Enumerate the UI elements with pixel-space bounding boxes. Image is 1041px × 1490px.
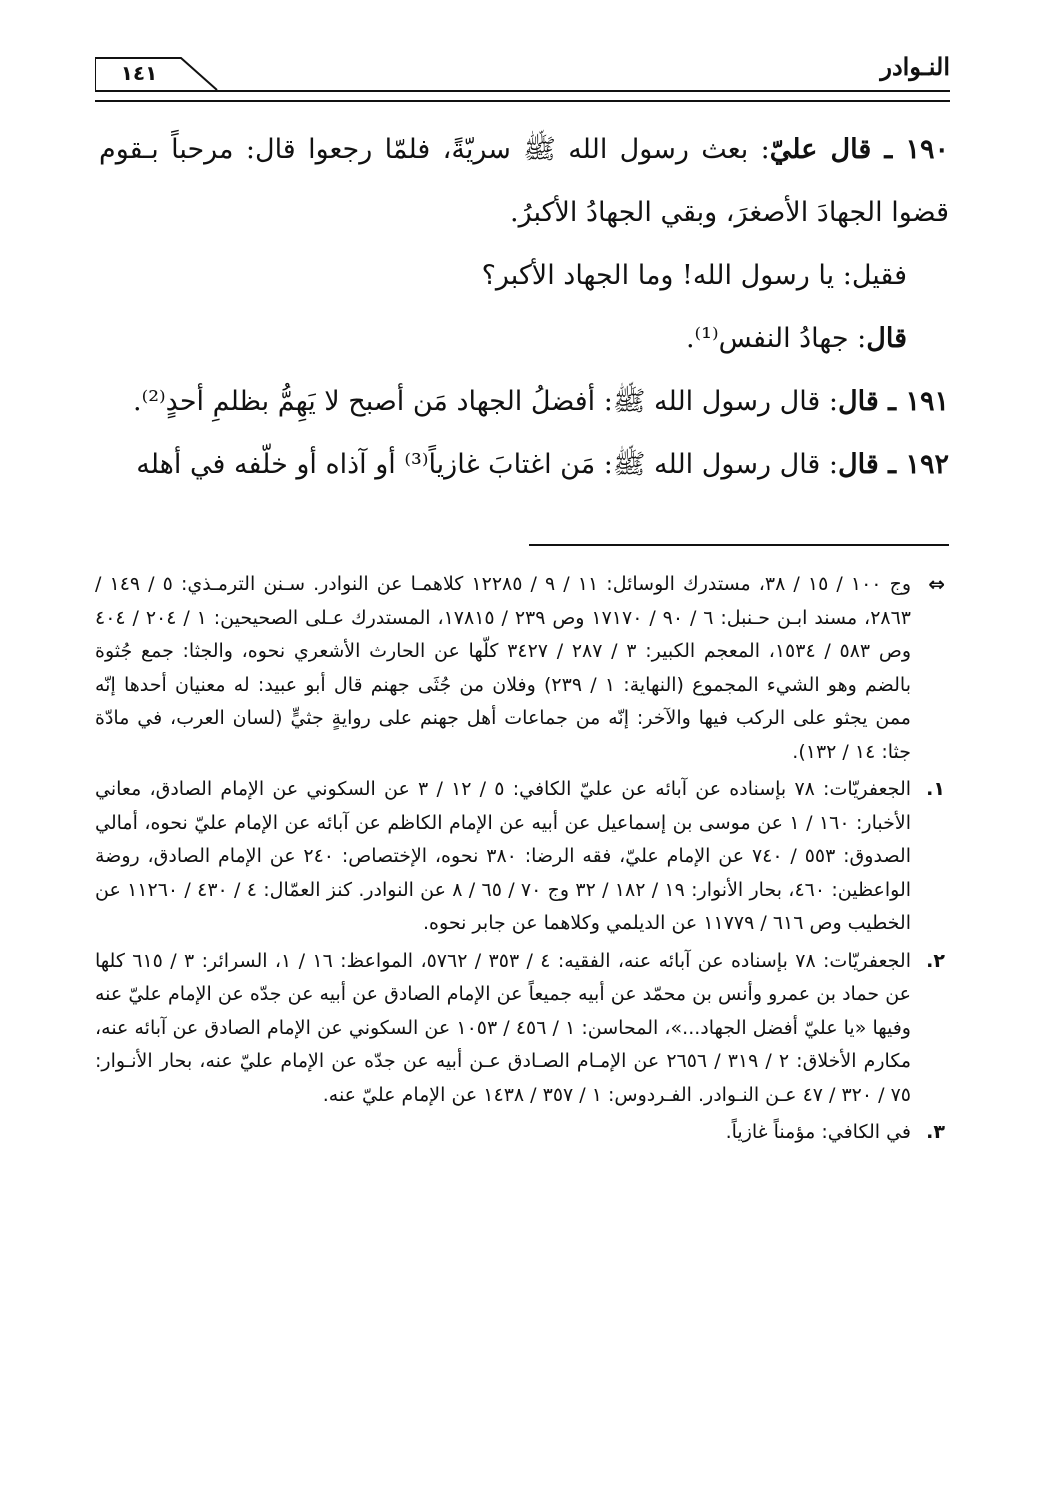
paragraph-190-answer	[99, 307, 949, 370]
footnote-text: وج ١٠٠ / ١٥ / ٣٨، مستدرك الوسائل: ١١ / ٩ / ١٢٢٨٥ كلاهمـا عن النوادر. سـنن الترمـذي: ٥ / ١٤٩ / ٢٨٦٣، مسند ابـن حـنبل: ٦ / ٩٠ / ١٧١٧٠ وص ٢٣٩ / ١٧٨١٥، المستدرك عـلى الصحيحين: ١ / ٢٠٤ / ٤٠٤ وص ٥٨٣ / ١٥٣٤، المعجم الكبير: ٣ / ٢٨٧ / ٣٤٢٧ كلّها عن الحارث الأشعري نحوه، والجثا: جمع جُثوة بالضم وهو الشيء المجموع (النهاية: ١ / ٢٣٩) وفلان من جُثَى جهنم قال أبو عبيد: له معنيان أحدها إنّه ممن يجثو على الركب فيها والآخر: إنّه من جماعات أهل جهنم على روايةٍ جثيٍّ (لسان العرب، في مادّة جثا: ١٤ / ١٣٢).	[95, 573, 912, 763]
footnote-number: ٣.	[926, 1121, 945, 1143]
footnote-number: ١.	[926, 778, 945, 800]
footnote-separator	[529, 544, 949, 546]
paragraph-body: : جهادُ النفس⁽¹⁾.	[685, 323, 867, 354]
paragraph-lead: ١٩٠ ـ قال عليّ	[769, 134, 949, 165]
footnote-text: في الكافي: مؤمناً غازياً.	[725, 1121, 911, 1143]
footnote-continuation	[95, 568, 945, 769]
footnote-number: ٢.	[926, 949, 945, 972]
footnote-text: الجعفريّات: ٧٨ بإسناده عن آبائه عن عليّ الكافي: ٥ / ١٢ / ٣ عن السكوني عن الإمام الصادق، معاني الأخبار: ١٦٠ / ١ عن موسى بن إسماعيل عن أبيه عن الإمام الكاظم عن آبائه عن الإمام عليّ نحوه، أمالي الصدوق: ٥٥٣ / ٧٤٠ عن الإمام عليّ، فقه الرضا: ٣٨٠ نحوه، الإختصاص: ٢٤٠ عن الإمام الصادق، روضة الواعظين: ٤٦٠، بحار الأنوار: ١٩ / ١٨٢ / ٣٢ وج ٧٠ / ٦٥ / ٨ عن النوادر. كنز العمّال: ٤ / ٤٣٠ / ١١٢٦٠ عن الخطيب وص ٦١٦ / ١١٧٧٩ عن الديلمي وكلاهما عن جابر نحوه.	[95, 778, 912, 934]
page-header	[95, 48, 950, 98]
paragraph-190	[99, 118, 949, 244]
main-text	[99, 118, 949, 496]
footnotes	[95, 568, 945, 1154]
paragraph-lead: ١٩٢ ـ قال	[838, 449, 949, 480]
paragraph-192	[99, 433, 949, 496]
paragraph-190-question	[99, 244, 949, 307]
paragraph-lead: قال	[866, 323, 907, 354]
footnote-2	[95, 945, 945, 1113]
page-number: ١٤١	[120, 61, 158, 85]
footnote-text: الجعفريّات: ٧٨ بإسناده عن آبائه عنه، الفقيه: ٤ / ٣٥٣ / ٥٧٦٢، المواعظ: ١٦ / ١، السرائر: ٣ / ٦١٥ كلها عن حماد بن عمرو وأنس بن محمّد عن أبيه جميعاً عن الإمام الصادق عن أبيه عن جدّه عن الإمام عليّ عنه وفيها «يا عليّ أفضل الجهاد...»، المحاسن: ١ / ٤٥٦ / ١٠٥٣ عن السكوني عن الإمام الصادق عن آبائه عنه، مكارم الأخلاق: ٢ / ٣١٩ / ٢٦٥٦ عن الإمـام الصـادق عـن أبيه عن جدّه عن الإمام عليّ عنه، بحار الأنـوار: ٧٥ / ٣٢٠ / ٤٧ عـن النـوادر. الفـردوس: ١ / ٣٥٧ / ١٤٣٨ عن الإمام عليّ عنه.	[95, 949, 912, 1106]
footnote-3	[95, 1116, 945, 1150]
running-title: النـوادر	[880, 52, 950, 81]
paragraph-body: : بعث رسول الله ﷺ سريّةً، فلمّا رجعوا قال: مرحباً بـقوم قضوا الجهادَ الأصغرَ، وبقي الجهادُ الأكبرُ.	[99, 134, 949, 228]
paragraph-lead: ١٩١ ـ قال	[838, 386, 949, 417]
continuation-arrow-icon: ⇔	[928, 572, 945, 596]
paragraph-body: فقيل: يا رسول الله! وما الجهاد الأكبر؟	[481, 260, 907, 291]
header-rule	[95, 90, 950, 102]
paragraph-191	[99, 370, 949, 433]
paragraph-body: : قال رسول الله ﷺ: مَن اغتابَ غازياً⁽³⁾ أو آذاه أو خلّفه في أهله	[136, 449, 839, 480]
footnote-1	[95, 773, 945, 941]
paragraph-body: : قال رسول الله ﷺ: أفضلُ الجهاد مَن أصبح لا يَهِمُّ بظلمِ أحدٍ⁽²⁾.	[133, 386, 839, 417]
